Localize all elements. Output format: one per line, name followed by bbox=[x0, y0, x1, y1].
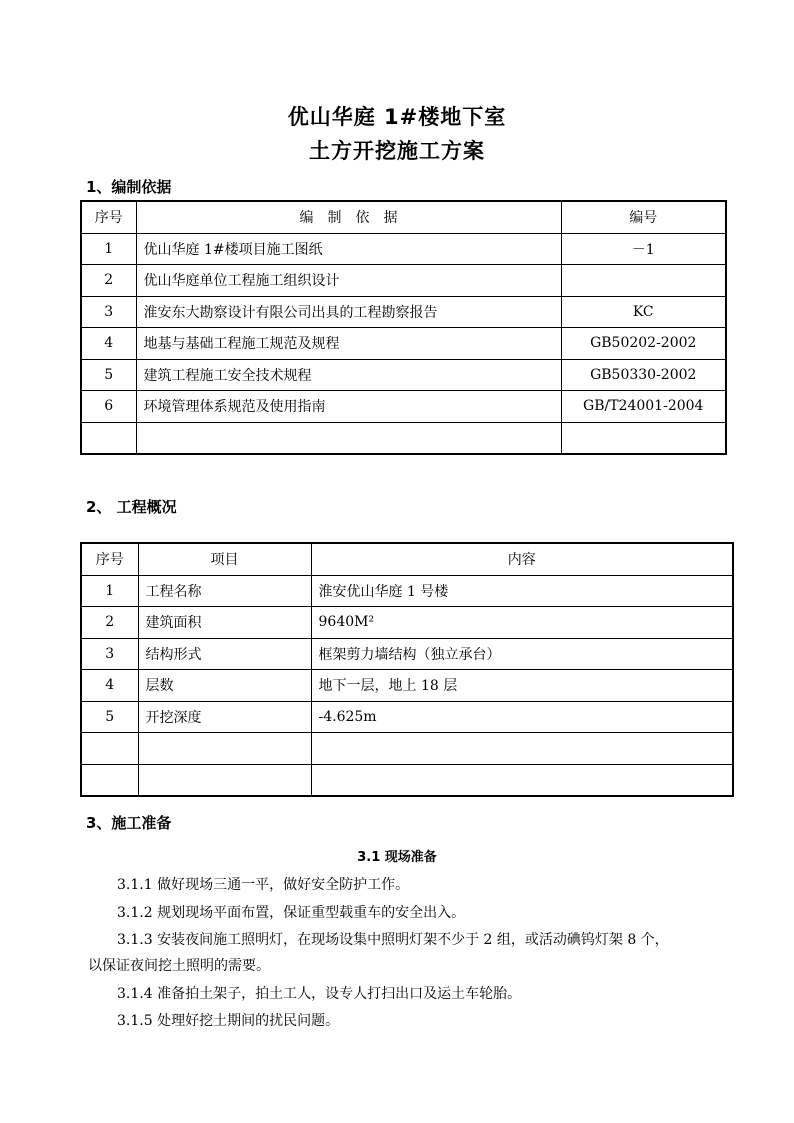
table-cell: 5 bbox=[81, 701, 138, 733]
table-row bbox=[81, 764, 733, 796]
table-row bbox=[81, 233, 726, 265]
table-cell: -4.625m bbox=[311, 701, 733, 733]
table-cell: 1 bbox=[81, 233, 136, 265]
table-cell: 9640M² bbox=[311, 607, 733, 639]
table-cell bbox=[311, 733, 733, 765]
table-row bbox=[81, 575, 733, 607]
table-cell bbox=[561, 422, 726, 454]
header-cell: 编 制 依 据 bbox=[136, 201, 561, 233]
paragraph: 3.1.4 准备拍土架子，拍土工人，设专人打扫出口及运土车轮胎。 bbox=[117, 986, 522, 1002]
table-cell: 2 bbox=[81, 265, 136, 297]
table-row bbox=[81, 607, 733, 639]
table-cell bbox=[81, 733, 138, 765]
table-cell: 6 bbox=[81, 391, 136, 423]
table-cell bbox=[138, 733, 311, 765]
table-cell: 优山华庭 1#楼项目施工图纸 bbox=[136, 233, 561, 265]
table-cell: 框架剪力墙结构（独立承台） bbox=[311, 638, 733, 670]
section-heading-preparation: 3、施工准备 bbox=[86, 814, 172, 832]
table-cell: GB50202-2002 bbox=[561, 328, 726, 360]
document-subtitle: 土方开挖施工方案 bbox=[309, 139, 485, 163]
table-row bbox=[81, 296, 726, 328]
paragraph: 3.1.2 规划现场平面布置，保证重型载重车的安全出入。 bbox=[117, 905, 466, 921]
table-cell: 地下一层，地上 18 层 bbox=[311, 670, 733, 702]
table-cell: 建筑工程施工安全技术规程 bbox=[136, 359, 561, 391]
header-cell: 项目 bbox=[138, 543, 311, 575]
table-cell bbox=[138, 764, 311, 796]
paragraph: 3.1.1 做好现场三通一平，做好安全防护工作。 bbox=[117, 877, 410, 893]
table-cell: 结构形式 bbox=[138, 638, 311, 670]
section-heading-basis: 1、编制依据 bbox=[86, 178, 172, 196]
basis-table bbox=[80, 200, 727, 455]
section-heading-overview: 2、 工程概况 bbox=[86, 498, 177, 516]
subsection-heading: 3.1 现场准备 bbox=[357, 850, 437, 865]
table-cell bbox=[311, 764, 733, 796]
table-row bbox=[81, 265, 726, 297]
table-cell: 4 bbox=[81, 670, 138, 702]
table-cell bbox=[136, 422, 561, 454]
table-row bbox=[81, 391, 726, 423]
table-cell: 淮安优山华庭 1 号楼 bbox=[311, 575, 733, 607]
table-row bbox=[81, 328, 726, 360]
table-cell: 5 bbox=[81, 359, 136, 391]
table-cell: －1 bbox=[561, 233, 726, 265]
table-row bbox=[81, 422, 726, 454]
table-row bbox=[81, 359, 726, 391]
paragraph: 3.1.3 安装夜间施工照明灯，在现场设集中照明灯架不少于 2 组，或活动碘钨灯架 8 个， bbox=[117, 932, 669, 948]
table-cell bbox=[81, 422, 136, 454]
header-cell: 编号 bbox=[561, 201, 726, 233]
table-cell: 1 bbox=[81, 575, 138, 607]
table-cell: 2 bbox=[81, 607, 138, 639]
table-cell: GB/T24001-2004 bbox=[561, 391, 726, 423]
table-cell bbox=[561, 265, 726, 297]
document-title: 优山华庭 1#楼地下室 bbox=[287, 105, 507, 129]
table-cell: 3 bbox=[81, 638, 138, 670]
table-cell: 淮安东大勘察设计有限公司出具的工程勘察报告 bbox=[136, 296, 561, 328]
overview-table bbox=[80, 542, 734, 797]
table-header-row bbox=[81, 543, 733, 575]
header-cell: 序号 bbox=[81, 201, 136, 233]
table-cell: KC bbox=[561, 296, 726, 328]
table-cell: 工程名称 bbox=[138, 575, 311, 607]
table-cell bbox=[81, 764, 138, 796]
table-cell: 层数 bbox=[138, 670, 311, 702]
header-cell: 内容 bbox=[311, 543, 733, 575]
table-cell: 环境管理体系规范及使用指南 bbox=[136, 391, 561, 423]
table-row bbox=[81, 670, 733, 702]
header-cell: 序号 bbox=[81, 543, 138, 575]
table-header-row bbox=[81, 201, 726, 233]
table-row bbox=[81, 638, 733, 670]
table-cell: 3 bbox=[81, 296, 136, 328]
table-cell: 开挖深度 bbox=[138, 701, 311, 733]
table-cell: 优山华庭单位工程施工组织设计 bbox=[136, 265, 561, 297]
paragraph: 3.1.5 处理好挖土期间的扰民问题。 bbox=[117, 1013, 340, 1029]
table-cell: 地基与基础工程施工规范及规程 bbox=[136, 328, 561, 360]
table-row bbox=[81, 733, 733, 765]
table-cell: 4 bbox=[81, 328, 136, 360]
table-cell: GB50330-2002 bbox=[561, 359, 726, 391]
paragraph-continuation: 以保证夜间挖土照明的需要。 bbox=[88, 958, 270, 974]
table-row bbox=[81, 701, 733, 733]
table-cell: 建筑面积 bbox=[138, 607, 311, 639]
